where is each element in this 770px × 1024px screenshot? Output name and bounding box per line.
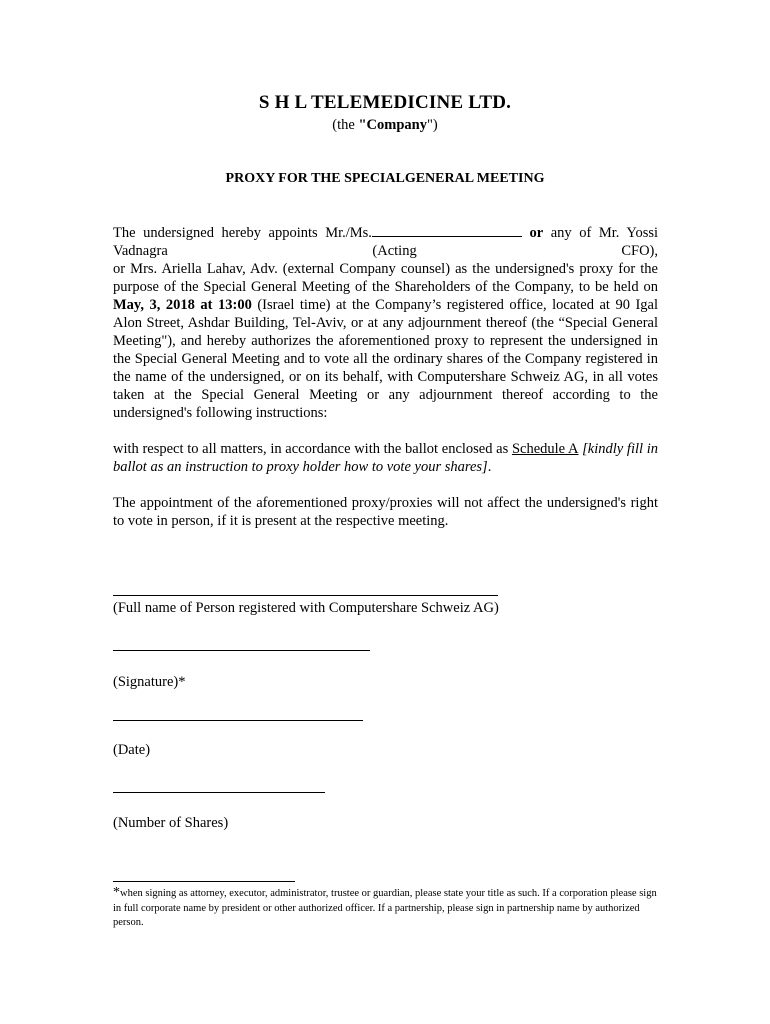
subtitle-prefix: (the	[332, 117, 359, 133]
footnote-rule	[113, 881, 295, 882]
proxy-name-blank[interactable]	[372, 224, 522, 237]
rights-paragraph: The appointment of the aforementioned proxy/proxies will not affect the undersigned's right to vote in person, if it is present at the respective meeting.	[113, 495, 658, 529]
appointment-text-2: any of Mr. Yossi	[550, 225, 659, 241]
appointment-paragraph	[113, 224, 658, 422]
date-label: (Date)	[113, 742, 151, 758]
appointment-body-2: (Israel time) at the Company’s registered office, located at 90 Igal Alon Street, Ashdar Building, Tel-Aviv, or at any adjournment thereof (the “Special General Meeting"), and hereby authorizes the aforementioned proxy to represent the undersigned in the Special General Meeting and to vote all the ordinary shares of the Company registered in the name of the undersigned, or on its behalf, with Computershare Schweiz AG, in all votes taken at the Special General Meeting or any adjournment thereof according to the undersigned's following instructions:	[113, 297, 658, 421]
subtitle-company-term: "Company	[358, 117, 427, 133]
meeting-date: May, 3, 2018 at 13:00	[113, 297, 252, 313]
signature-label: (Signature)*	[113, 674, 186, 690]
instructions-italic: [kindly fill in ballot as an instruction to proxy holder how to vote your shares]	[113, 441, 658, 475]
instructions-text: with respect to all matters, in accordance with the ballot enclosed as	[113, 441, 512, 457]
footnote-text: when signing as attorney, executor, administrator, trustee or guardian, please state your title as such. If a corporation please sign in full corporate name by president or other authorized officer. If a partnership, please sign in partnership name by authorized person.	[113, 888, 657, 928]
appointment-line-2	[113, 242, 658, 260]
proxy-title: PROXY FOR THE SPECIALGENERAL MEETING	[225, 171, 545, 186]
appointment-text: The undersigned hereby appoints Mr./Ms.	[113, 225, 372, 241]
appointment-line-1	[113, 224, 658, 242]
appointment-acting: (Acting	[372, 243, 417, 259]
subtitle-suffix: ")	[426, 117, 438, 133]
signature-line[interactable]	[113, 650, 370, 651]
company-name: S H L TELEMEDICINE LTD.	[258, 92, 512, 113]
date-line[interactable]	[113, 720, 363, 721]
appointment-cfo: CFO),	[621, 243, 659, 259]
full-name-line[interactable]	[113, 595, 498, 596]
appointment-or: or	[529, 225, 544, 241]
full-name-label: (Full name of Person registered with Computershare Schweiz AG)	[113, 600, 499, 616]
footnote	[113, 886, 658, 931]
instructions-end: .	[487, 459, 492, 475]
appointment-body-1: or Mrs. Ariella Lahav, Adv. (external Company counsel) as the undersigned's proxy for the purpose of the Special General Meeting of the Shareholders of the Company, to be held on	[113, 261, 658, 295]
appointment-vadnagra: Vadnagra	[113, 243, 168, 259]
schedule-a-link[interactable]: Schedule A	[511, 441, 579, 457]
number-of-shares-label: (Number of Shares)	[113, 815, 229, 831]
number-of-shares-line[interactable]	[113, 792, 325, 793]
company-subtitle	[0, 117, 770, 134]
footnote-asterisk: *	[113, 885, 120, 900]
instructions-paragraph	[113, 440, 658, 476]
